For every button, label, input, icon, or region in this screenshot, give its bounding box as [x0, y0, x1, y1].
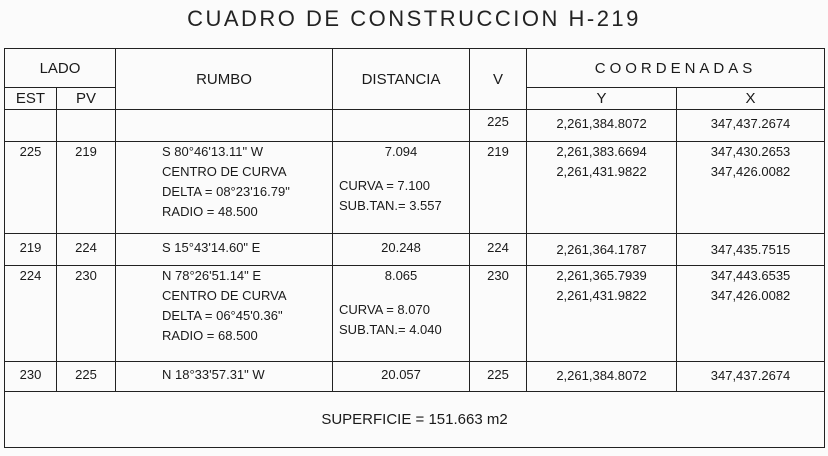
x-cell: [677, 266, 825, 362]
rumbo-cell: [116, 362, 333, 392]
table-row: [5, 110, 825, 142]
y-value: 2,261,365.7939: [556, 268, 647, 283]
x-cell: [677, 234, 825, 266]
pv-value: 230: [75, 268, 97, 283]
distancia-value: 20.248: [381, 240, 421, 255]
curve-radius: RADIO = 48.500: [162, 204, 258, 219]
est-value: 224: [19, 268, 42, 283]
table-row: [5, 142, 825, 234]
curve-delta: DELTA = 08°23'16.79": [162, 184, 290, 199]
est-cell: [5, 266, 57, 362]
rumbo-value: S 80°46'13.11" W: [162, 144, 263, 159]
y-value: 2,261,384.8072: [556, 368, 647, 383]
est-value: 225: [19, 144, 42, 159]
x-cell: [677, 362, 825, 392]
curve-center-x: 347,426.0082: [710, 288, 791, 303]
v-value: 230: [487, 268, 509, 283]
est-value: 230: [19, 367, 42, 382]
x-value: 347,435.7515: [710, 242, 791, 257]
v-cell: [470, 142, 527, 234]
curve-subtangent: SUB.TAN.= 3.557: [339, 198, 442, 213]
header-pv: PV: [57, 88, 116, 110]
header-coordenadas: COORDENADAS: [527, 49, 825, 88]
x-cell: [677, 110, 825, 142]
v-value: 219: [487, 144, 509, 159]
rumbo-cell: [116, 142, 333, 234]
distancia-cell: [333, 110, 470, 142]
rumbo-cell: [116, 234, 333, 266]
pv-cell: [57, 142, 116, 234]
construction-table: [4, 48, 825, 448]
y-value: 2,261,384.8072: [556, 116, 647, 131]
v-value: 224: [487, 240, 509, 255]
curve-length: CURVA = 7.100: [339, 178, 430, 193]
header-est: EST: [5, 88, 57, 110]
rumbo-value: N 78°26'51.14" E: [162, 268, 262, 283]
est-cell: [5, 110, 57, 142]
x-value: 347,430.2653: [710, 144, 791, 159]
pv-cell: [57, 234, 116, 266]
distancia-cell: [333, 234, 470, 266]
curve-center-x: 347,426.0082: [710, 164, 791, 179]
pv-cell: [57, 266, 116, 362]
y-value: 2,261,383.6694: [556, 144, 647, 159]
header-v: V: [470, 49, 527, 110]
y-cell: [527, 362, 677, 392]
header-rumbo: RUMBO: [116, 49, 333, 110]
est-cell: [5, 142, 57, 234]
est-cell: [5, 362, 57, 392]
y-cell: [527, 266, 677, 362]
curve-length: CURVA = 8.070: [339, 302, 430, 317]
curve-center-label: CENTRO DE CURVA: [162, 288, 287, 303]
curve-center-label: CENTRO DE CURVA: [162, 164, 287, 179]
distancia-cell: [333, 142, 470, 234]
curve-subtangent: SUB.TAN.= 4.040: [339, 322, 442, 337]
v-value: 225: [487, 367, 509, 382]
table-title: CUADRO DE CONSTRUCCION H-219: [187, 6, 641, 31]
curve-radius: RADIO = 68.500: [162, 328, 258, 343]
pv-cell: [57, 362, 116, 392]
table-row: [5, 266, 825, 362]
v-cell: [470, 266, 527, 362]
y-cell: [527, 110, 677, 142]
x-value: 347,437.2674: [710, 116, 791, 131]
v-value: 225: [487, 114, 509, 129]
rumbo-cell: [116, 266, 333, 362]
header-x: X: [677, 88, 825, 110]
pv-value: 219: [75, 144, 97, 159]
distancia-cell: [333, 266, 470, 362]
rumbo-value: N 18°33'57.31" W: [162, 367, 265, 382]
pv-value: 224: [75, 240, 97, 255]
rumbo-cell: [116, 110, 333, 142]
x-value: 347,443.6535: [710, 268, 791, 283]
header-distancia: DISTANCIA: [333, 49, 470, 110]
v-cell: [470, 110, 527, 142]
est-value: 219: [19, 240, 42, 255]
y-cell: [527, 142, 677, 234]
superficie-total: SUPERFICIE = 151.663 m2: [5, 392, 825, 448]
curve-center-y: 2,261,431.9822: [556, 288, 647, 303]
x-cell: [677, 142, 825, 234]
distancia-value: 7.094: [384, 144, 418, 159]
distancia-cell: [333, 362, 470, 392]
table-row: [5, 392, 825, 448]
curve-center-y: 2,261,431.9822: [556, 164, 647, 179]
header-lado: LADO: [5, 49, 116, 88]
y-cell: [527, 234, 677, 266]
curve-delta: DELTA = 06°45'0.36": [162, 308, 283, 323]
y-value: 2,261,364.1787: [556, 242, 647, 257]
rumbo-value: S 15°43'14.60" E: [162, 240, 261, 255]
v-cell: [470, 362, 527, 392]
distancia-value: 20.057: [381, 367, 421, 382]
pv-cell: [57, 110, 116, 142]
distancia-value: 8.065: [384, 268, 418, 283]
est-cell: [5, 234, 57, 266]
table-row: [5, 362, 825, 392]
x-value: 347,437.2674: [710, 368, 791, 383]
v-cell: [470, 234, 527, 266]
table-row: [5, 234, 825, 266]
header-y: Y: [527, 88, 677, 110]
pv-value: 225: [75, 367, 97, 382]
